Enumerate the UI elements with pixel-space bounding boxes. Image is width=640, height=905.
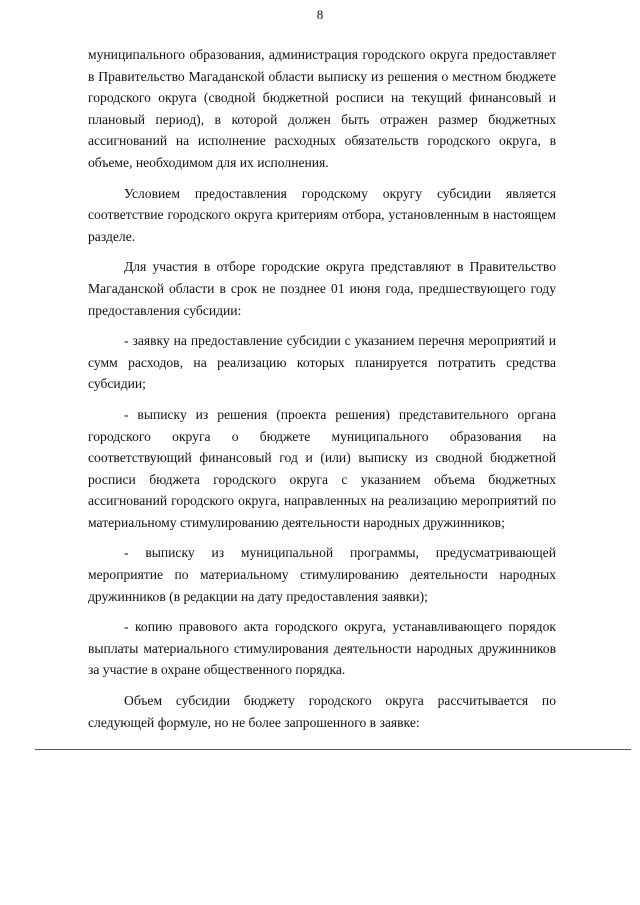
list-item-budget-extract: - выписку из решения (проекта решения) представительного органа городского округа о бюджете муниципального образования на соответствующий финансовый год и (или) выписку из сводной бюджетной росписи бюджета городского округа с указанием объема бюджетных ассигнований городского округа, направленных на реализацию мероприятий по материальному стимулированию деятельности народных дружинников; — [88, 406, 556, 530]
paragraph-selection-participation: Для участия в отборе городские округа представляют в Правительство Магаданской области в срок не позднее 01 июня года, предшествующего году предоставления субсидии: — [88, 259, 556, 318]
scan-divider-line — [35, 749, 631, 750]
paragraph-subsidy-condition: Условием предоставления городскому округу субсидии является соответствие городского округа критериям отбора, установленным в настоящем разделе. — [88, 185, 556, 244]
list-item-legal-act: - копию правового акта городского округа, устанавливающего порядок выплаты материального стимулирования деятельности народных дружинников за участие в охране общественного порядка. — [88, 619, 556, 678]
list-item-application: - заявку на предоставление субсидии с указанием перечня мероприятий и сумм расходов, на реализацию которых планируется потратить средства субсидии; — [88, 333, 556, 392]
paragraph-subsidy-volume: Объем субсидии бюджету городского округа рассчитывается по следующей формуле, но не более запрошенного в заявке: — [88, 693, 556, 730]
page-number: 8 — [316, 7, 324, 22]
list-item-program-extract: - выписку из муниципальной программы, предусматривающей мероприятие по материальному стимулированию деятельности народных дружинников (в редакции на дату предоставления заявки); — [88, 545, 556, 604]
paragraph-continuation: муниципального образования, администрация городского округа предоставляет в Правительство Магаданской области выписку из решения о местном бюджете городского округа (сводной бюджетной росписи на текущий финансовый и плановый период), в которой должен быть отражен размер бюджетных ассигнований на исполнение расходных обязательств городского округа, в объеме, необходимом для их исполнения. — [88, 47, 556, 170]
document-body — [88, 44, 556, 733]
